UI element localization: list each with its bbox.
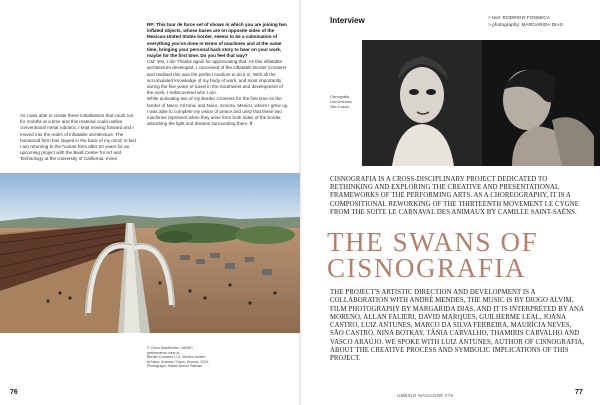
caption-line: at Naco, Arizona / Naco, Sonora, 2021.	[147, 359, 210, 364]
photo-caption-left	[147, 346, 257, 369]
article-intro: CISNOGRAFIA IS A CROSS-DISCIPLINARY PROJECT DEDICATED TO RETHINKING AND EXPLORING THE CREATIVE AND PRESENTATIONAL FRAMEWORKS OF THE PERFORMING ARTS. AS A CHOREOGRAPHY, IT IS A COMPOSITIONAL REWORKING OF THE THIRTEENTH MOVEMENT LE CYGNE FROM THE SUITE LE CARNAVAL DES ANIMAUX BY CAMILLE SAINT-SAËNS.	[330, 176, 579, 216]
paragraph-installations: As I was able to create these installations that could run for months at a time and this material could outlive conventional metal robotics, I kept moving forward and I moved into the realm of inflatable architecture. The humanoid form has stayed in the back of my mind; in fact I am returning to the human form after 20 years for an upcoming project with the Beall Center for Art and Technology at the University of California, Irvine.	[20, 113, 137, 162]
border-crossers-photo	[0, 173, 300, 333]
section-label: Interview	[330, 16, 365, 25]
answer-2-text: While activating two of my Border Crossers for the first time on the border of Naco, Arizona, and Naco, Sonora, Mexico, where I grew up, I was able to complete my vision of peace and unity that these two machines represent when they arise from both sides of the border, absorbing the light and dreams surrounding them.	[147, 96, 289, 127]
title-line-1: THE SWANS OF	[327, 227, 539, 257]
cisnografia-photo	[362, 40, 600, 166]
body-column-right	[147, 22, 289, 127]
page-number-right: 77	[575, 389, 583, 396]
caption-line: © Chico MacMurtrie / AMWC	[147, 346, 193, 350]
magazine-footer: UMBIGO MAGAZINE #79	[397, 393, 454, 398]
end-mark: //	[249, 121, 253, 127]
title-line-2: CISNOGRAFIA	[327, 253, 527, 283]
body-column-left	[20, 113, 138, 163]
caption-line: performance view of	[147, 350, 180, 355]
caption-line: Luiz Antunes	[330, 99, 352, 104]
credit-photography: > photography: MARGARIDA DIAS	[488, 23, 563, 28]
caption-line: Cisnografia	[330, 95, 350, 99]
caption-work-title: Border Crossers U.S.-Mexico border	[147, 355, 206, 360]
interview-answer-2	[147, 96, 289, 127]
interview-answer-1: CM: Yes, I do! Thanks again for appreciating that. As this inflatable architecture developed, I conceived of the inflatable Border Crossers and realised this was the perfect medium to do it in. With all the accumulated knowledge of my body of work, and most importantly during the five years of travel in the Southwest and development of the work, I rediscovered who I am.	[147, 59, 287, 96]
credit-text: > text: RODRIGO FONSECA	[488, 16, 550, 21]
photo-caption-right	[330, 95, 360, 109]
caption-line: Photograph: Daniel Nunez Salinas	[147, 364, 202, 369]
page-number-left: 76	[10, 389, 18, 396]
interview-question: RP: This tour de force set of shows in which you are joining two inflated objects, whose bases are on opposite sides of the Mexican-United States border, seems to be a culmination of everything you've done in terms of machines and at the same time, bringing your personal back story to bear on your work, maybe for the first time. Do you feel that way?	[147, 22, 287, 59]
credits	[488, 15, 563, 29]
article-body: THE PROJECT'S ARTISTIC DIRECTION AND DEVELOPMENT IS A COLLABORATION WITH ANDRÉ MENDES, THE MUSIC IS BY DIOGO ALVIM, FILM PHOTOGRAPHY BY MARGARIDA DIAS, AND IT IS INTERPRETED BY ANA MORENO, ALLAN FALIERI, DAVID MARQUES, GUILHERME LEAL, JOANA CASTRO, LUIZ ANTUNES, MARCO DA SILVA FERREIRA, MAURÍCIA NEVES, SÃO CASTRO, NINA BOTKAY, TÂNIA CARVALHO, THAMIRIS CARVALHO AND VASCO ARAÚJO. WE SPOKE WITH LUIZ ANTUNES, AUTHOR OF CISNOGRAFIA, ABOUT THE CREATIVE PROCESS AND SYMBOLIC IMPLICATIONS OF THIS PROJECT.	[330, 289, 585, 363]
article-title	[327, 229, 589, 281]
caption-line: São Castro	[330, 104, 349, 109]
